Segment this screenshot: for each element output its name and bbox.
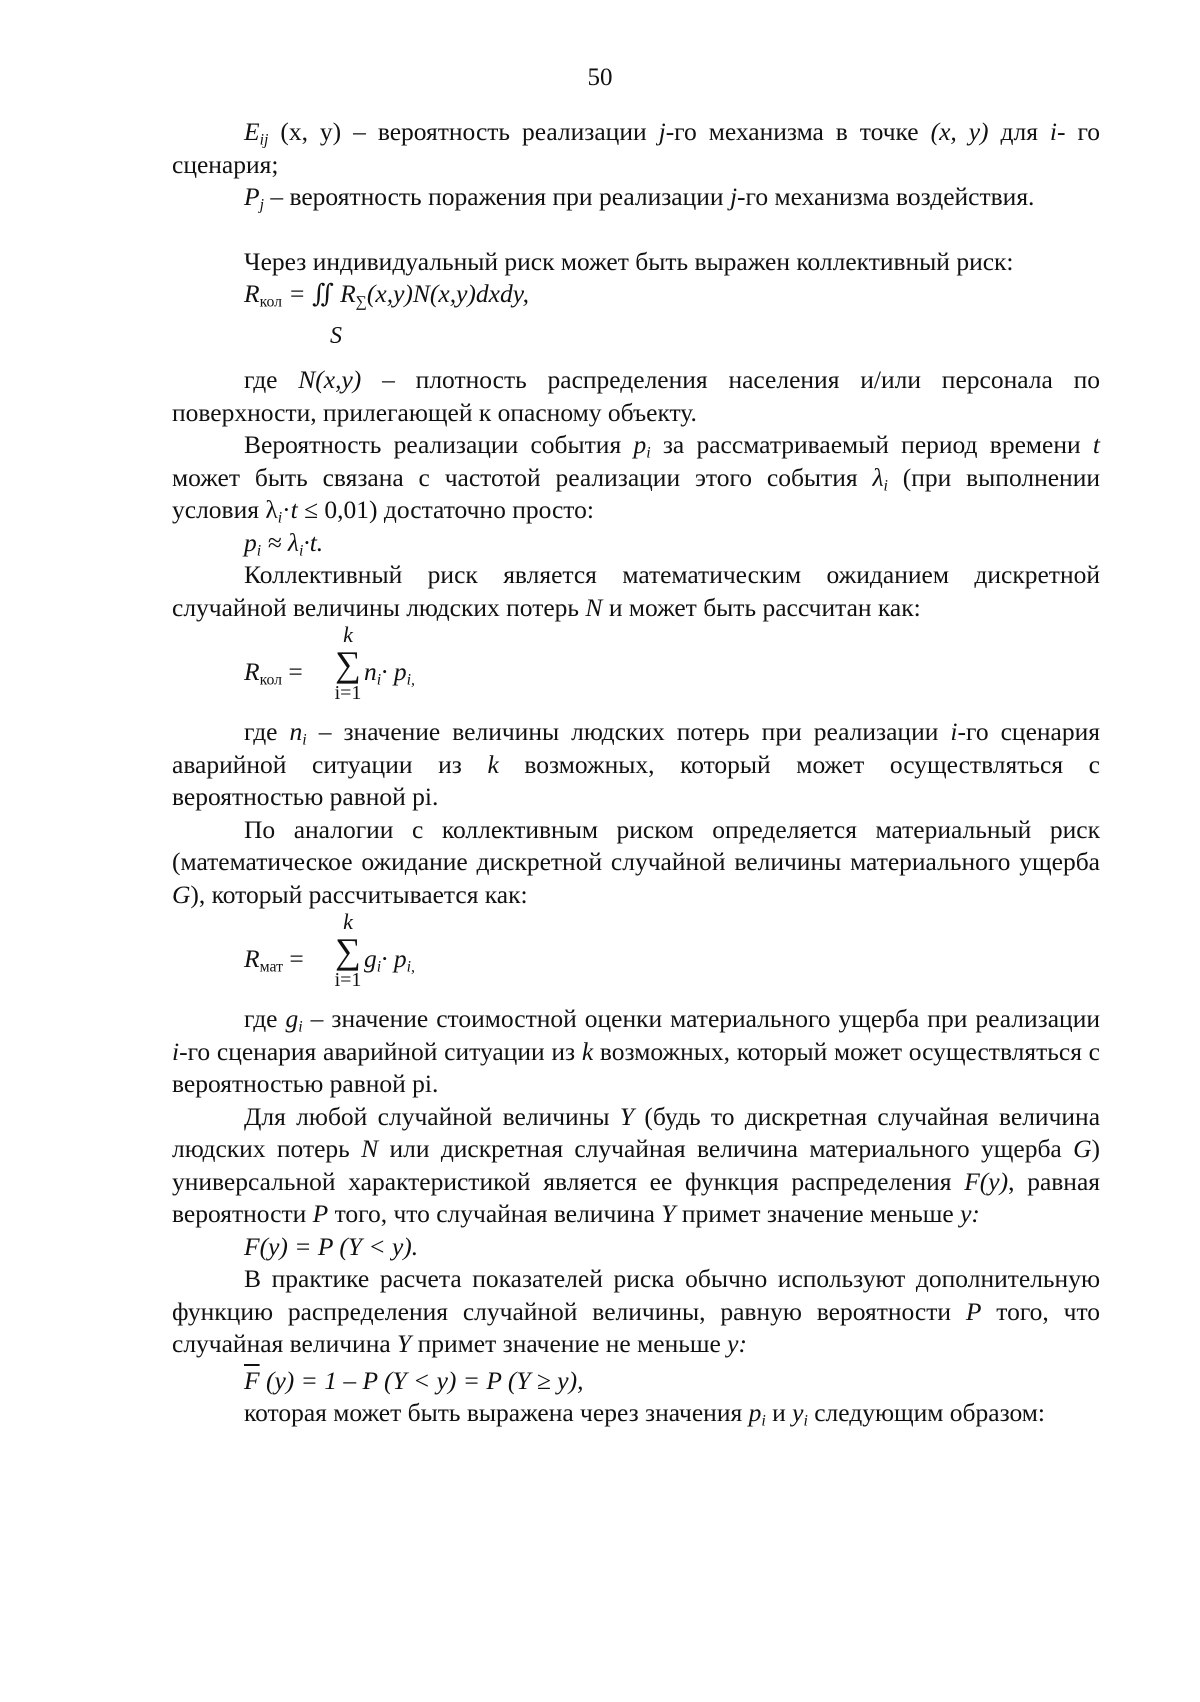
- spacer: [172, 214, 1100, 246]
- paragraph-density: где N(x,y) – плотность распределения населения и/или персонала по поверхности, прилегающей к опасному объекту.: [172, 365, 1101, 427]
- paragraph-expectation: Коллективный риск является математическим ожиданием дискретной случайной величины людских потерь N и может быть рассчитан как:: [172, 560, 1100, 622]
- page-number: 50: [587, 64, 613, 91]
- paragraph-gi: где $g_i$ – значение стоимостной оценки материального ущерба при реализации i-го сценария аварийной ситуации из k возможных, который может осуществляться с вероятностью равной pi.: [172, 1004, 1100, 1098]
- paragraph-collective-risk: Через индивидуальный риск может быть выражен коллективный риск:: [244, 246, 1014, 276]
- paragraph-complementary: В практике расчета показателей риска обычно используют дополнительную функцию распределения случайной величины, равную вероятности P того, что случайная величина Y примет значение не меньше y:: [172, 1264, 1101, 1358]
- formula-F-complement: $\overline{F}$ (y) = 1 – P (Y < y) = P (Y ≥ y),: [244, 1365, 584, 1395]
- paragraph-expressed: которая может быть выражена через значения $p_i$ и $y_i$ следующим образом:: [244, 1398, 1046, 1430]
- formula-p-approx: $p_i \approx \lambda_i\cdot t$.: [244, 527, 324, 559]
- page-body: [172, 116, 1100, 1430]
- definition-E: $E_{ij}$ (x, y) – вероятность реализации j-го механизма в точке (x, y) для i- го сценария;: [172, 117, 1101, 179]
- formula-collective-integral: $R_{кол}$ = ∬ $R_\sum(x,y)N(x,y)dxdy$, S: [244, 279, 530, 349]
- paragraph-distribution: Для любой случайной величины Y (будь то дискретная случайная величина людских потерь N или дискретная случайная величина материального ущерба G) универсальной характеристикой является ее функция распределения F(y), равная вероятности P того, что случайная величина Y примет значение меньше y:: [172, 1101, 1101, 1228]
- formula-collective-sum: $R_{кол}$ = k ∑ i=1 $n_i\cdot p_{i,}$: [244, 622, 415, 704]
- paragraph-ni: где $n_i$ – значение величины людских потерь при реализации i-го сценария аварийной ситуации из k возможных, который может осуществляться с вероятностью равной pi.: [172, 717, 1100, 811]
- definition-P: $P_j$ – вероятность поражения при реализации j-го механизма воздействия.: [244, 182, 1035, 214]
- formula-material-sum: $R_{мат}$ = k ∑ i=1 $g_i\cdot p_{i,}$: [244, 909, 415, 991]
- formula-F: F(y) = P (Y < y).: [244, 1231, 419, 1261]
- paragraph-material-risk: По аналогии с коллективным риском определяется материальный риск (математическое ожидание дискретной случайной величины материального ущерба G), который рассчитывается как:: [172, 814, 1100, 909]
- paragraph-probability: Вероятность реализации события $p_i$ за рассматриваемый период времени t может быть связана с частотой реализации этого события $\lambda_i$ (при выполнении условия $\lambda_i\cdot t \le 0,01$) достаточно просто:: [172, 430, 1101, 527]
